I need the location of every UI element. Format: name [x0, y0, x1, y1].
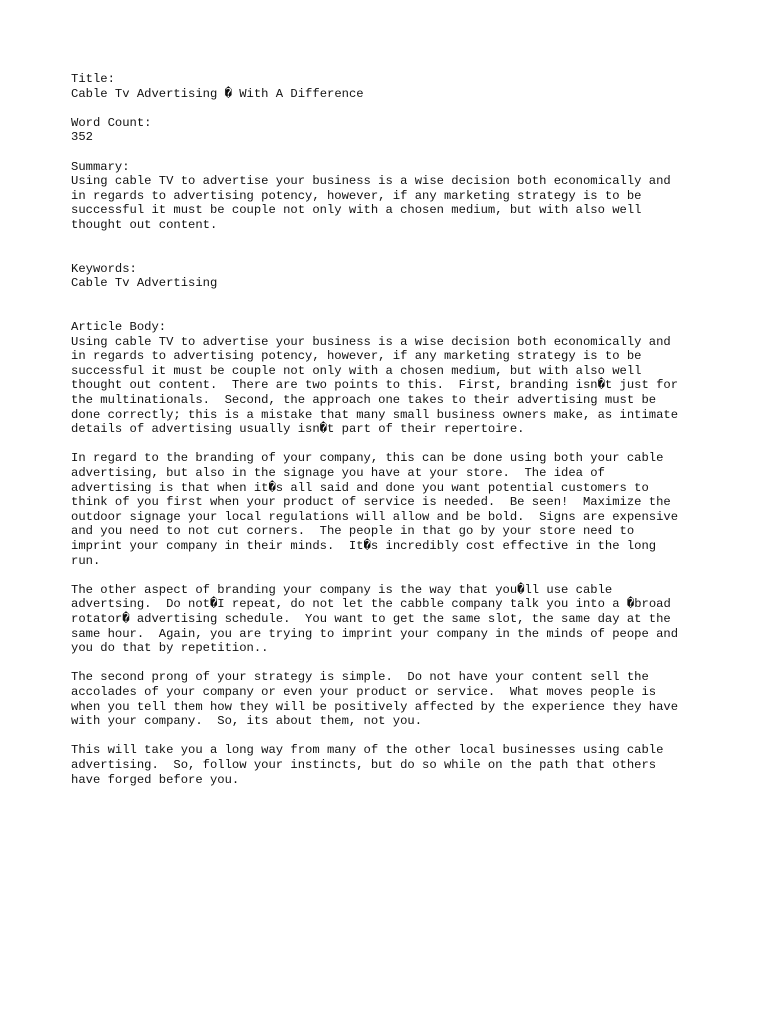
document-title: Cable Tv Advertising � With A Difference: [71, 86, 364, 101]
body-line: in regards to advertising potency, however, if any marketing strategy is to be: [71, 349, 642, 364]
body-line: you do that by repetition..: [71, 641, 269, 656]
summary-line: Using cable TV to advertise your business is a wise decision both economically and: [71, 174, 671, 189]
body-line: imprint your company in their minds. It�s incredibly cost effective in the long: [71, 539, 657, 553]
word-count-value: 352: [71, 130, 93, 145]
spacer: [71, 568, 751, 583]
body-line: advertising. So, follow your instincts, but do so while on the path that others: [71, 757, 657, 772]
spacer: [71, 656, 751, 671]
article-body-label: Article Body:: [71, 320, 167, 335]
body-line: the multinationals. Second, the approach one takes to their advertising must be: [71, 393, 657, 408]
body-line: same hour. Again, you are trying to imprint your company in the minds of peope and: [71, 626, 679, 641]
body-line: with your company. So, its about them, not you.: [71, 714, 423, 729]
body-paragraph: [71, 451, 751, 568]
title-label: Title:: [71, 72, 115, 86]
body-paragraph: [71, 335, 751, 437]
summary-line: successful it must be couple not only with a chosen medium, but with also well: [71, 203, 642, 218]
body-line: In regard to the branding of your company, this can be done using both your cable: [71, 451, 664, 466]
body-line: This will take you a long way from many of the other local businesses using cable: [71, 743, 664, 758]
body-paragraph: [71, 670, 751, 728]
body-line: advertsing. Do not�I repeat, do not let the cabble company talk you into a �broad: [71, 597, 671, 612]
body-line: done correctly; this is a mistake that many small business owners make, as intimate: [71, 407, 679, 422]
body-line: successful it must be couple not only with a chosen medium, but with also well: [71, 363, 642, 378]
body-paragraph: [71, 583, 751, 656]
body-line: outdoor signage your local regulations will allow and be bold. Signs are expensive: [71, 509, 679, 524]
keywords-value: Cable Tv Advertising: [71, 276, 218, 291]
body-line: have forged before you.: [71, 772, 240, 787]
summary-line: thought out content.: [71, 217, 218, 232]
spacer: [71, 233, 751, 248]
body-line: details of advertising usually isn�t part of their repertoire.: [71, 422, 525, 437]
body-line: and you need to not cut corners. The people in that go by your store need to: [71, 524, 635, 539]
body-line: thought out content. There are two points to this. First, branding isn�t just for: [71, 378, 679, 393]
body-line: accolades of your company or even your product or service. What moves people is: [71, 684, 657, 699]
spacer: [71, 729, 751, 744]
word-count-label: Word Count:: [71, 115, 152, 130]
body-line: run.: [71, 553, 101, 568]
spacer: [71, 291, 751, 306]
body-line: advertising, but also in the signage you have at your store. The idea of: [71, 466, 605, 481]
article-body: [71, 335, 751, 787]
summary-line: in regards to advertising potency, however, if any marketing strategy is to be: [71, 188, 642, 203]
body-line: Using cable TV to advertise your business is a wise decision both economically and: [71, 334, 671, 349]
spacer: [71, 437, 751, 452]
spacer: [71, 306, 751, 321]
summary-text: [71, 174, 751, 232]
spacer: [71, 101, 751, 116]
body-line: think of you first when your product of service is needed. Be seen! Maximize the: [71, 495, 671, 510]
spacer: [71, 145, 751, 160]
spacer: [71, 247, 751, 262]
body-line: advertising is that when it�s all said and done you want potential customers to: [71, 480, 649, 495]
document-page: [71, 72, 751, 787]
keywords-label: Keywords:: [71, 261, 137, 276]
body-line: rotator� advertising schedule. You want to get the same slot, the same day at the: [71, 611, 671, 626]
body-line: The second prong of your strategy is simple. Do not have your content sell the: [71, 670, 649, 685]
summary-label: Summary:: [71, 159, 130, 174]
body-line: The other aspect of branding your company is the way that you�ll use cable: [71, 582, 613, 597]
body-paragraph: [71, 743, 751, 787]
body-line: when you tell them how they will be positively affected by the experience they have: [71, 699, 679, 714]
